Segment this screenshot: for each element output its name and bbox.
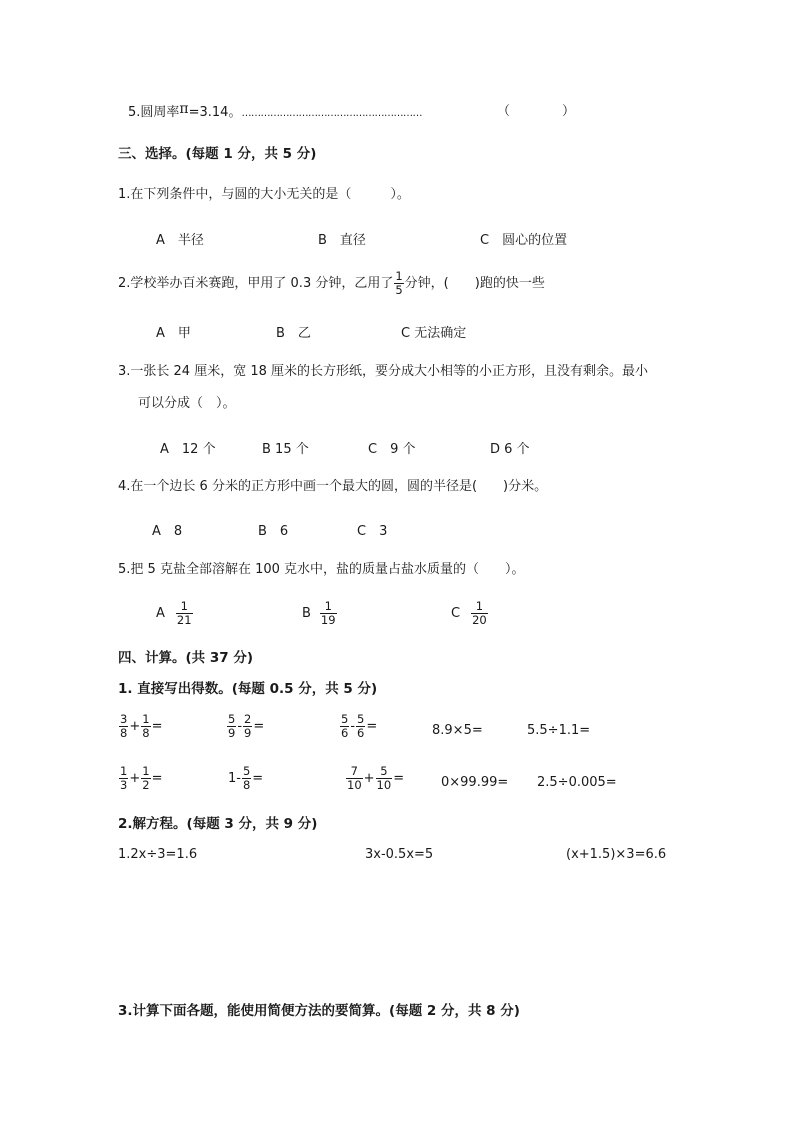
denominator: 19 bbox=[320, 613, 336, 627]
equation-3: (x+1.5)×3=6.6 bbox=[566, 847, 667, 862]
fraction bbox=[141, 765, 150, 792]
option-c[interactable]: C 圆心的位置 bbox=[480, 233, 568, 248]
part-1-title: 1. 直接写出得数。(每题 0.5 分，共 5 分) bbox=[118, 681, 378, 697]
calc-expression bbox=[345, 765, 404, 792]
calc-expression: 5.5÷1.1= bbox=[527, 723, 591, 738]
denominator: 20 bbox=[472, 613, 487, 627]
q2-text-after: 分钟，( )跑的快一些 bbox=[404, 276, 545, 291]
q2-text-before: 2.学校举办百米赛跑，甲用了 0.3 分钟，乙用了 bbox=[118, 276, 394, 291]
calc-expression bbox=[118, 713, 162, 740]
equals: = bbox=[151, 771, 163, 786]
numerator: 5 bbox=[380, 764, 388, 778]
denominator: 8 bbox=[242, 778, 251, 792]
option-c[interactable]: C 9 个 bbox=[368, 442, 416, 457]
fraction bbox=[242, 765, 251, 792]
option-b[interactable]: B 直径 bbox=[318, 233, 366, 248]
choice-question-2 bbox=[118, 270, 545, 298]
numerator: 1 bbox=[120, 764, 128, 778]
fraction bbox=[346, 765, 363, 792]
choice-question-4: 4.在一个边长 6 分米的正方形中画一个最大的圆，圆的半径是( )分米。 bbox=[118, 479, 548, 494]
fraction bbox=[340, 713, 349, 740]
fraction bbox=[356, 713, 365, 740]
part-3-title: 3.计算下面各题，能使用简便方法的要简算。(每题 2 分，共 8 分) bbox=[118, 1003, 520, 1019]
numerator: 5 bbox=[341, 712, 349, 726]
option-a[interactable]: A 12 个 bbox=[160, 442, 216, 457]
option-c[interactable] bbox=[451, 600, 489, 627]
option-a[interactable]: A 半径 bbox=[156, 233, 204, 248]
numerator: 3 bbox=[120, 712, 128, 726]
denominator: 5 bbox=[395, 283, 403, 297]
denominator: 8 bbox=[142, 726, 150, 740]
denominator: 6 bbox=[357, 726, 365, 740]
denominator: 9 bbox=[228, 726, 236, 740]
equation-1: 1.2x÷3=1.6 bbox=[118, 847, 198, 862]
fraction bbox=[141, 713, 150, 740]
tf-q5-prefix: 5.圆周率 bbox=[128, 105, 180, 120]
leader-dots: ………………………………………………… bbox=[241, 108, 422, 119]
operator: - bbox=[237, 719, 243, 734]
denominator: 3 bbox=[120, 778, 128, 792]
calc-expression: 8.9×5= bbox=[432, 723, 483, 738]
numerator: 5 bbox=[357, 712, 365, 726]
equals: = bbox=[366, 719, 378, 734]
fraction bbox=[376, 765, 393, 792]
tf-question-5 bbox=[128, 101, 422, 122]
equals: = bbox=[151, 719, 163, 734]
denominator: 10 bbox=[347, 778, 362, 792]
option-b[interactable]: B 乙 bbox=[276, 326, 311, 341]
numerator: 1 bbox=[475, 599, 484, 613]
numerator: 1 bbox=[180, 599, 188, 613]
pi-symbol: π bbox=[179, 101, 189, 117]
fraction bbox=[394, 270, 403, 297]
option-c[interactable]: C 3 bbox=[357, 524, 388, 539]
calc-expression bbox=[228, 765, 263, 792]
section-3-title: 三、选择。(每题 1 分，共 5 分) bbox=[118, 146, 317, 162]
option-a[interactable]: A 甲 bbox=[156, 326, 191, 341]
numerator: 7 bbox=[350, 764, 358, 778]
fraction bbox=[243, 713, 252, 740]
option-d[interactable]: D 6 个 bbox=[490, 442, 530, 457]
option-b[interactable]: B 15 个 bbox=[262, 442, 309, 457]
denominator: 2 bbox=[142, 778, 150, 792]
choice-question-3-line2: 可以分成（ ）。 bbox=[138, 396, 236, 411]
option-a[interactable] bbox=[156, 600, 194, 627]
numerator: 1 bbox=[324, 599, 332, 613]
fraction bbox=[320, 600, 337, 627]
section-4-title: 四、计算。(共 37 分) bbox=[118, 650, 254, 666]
denominator: 10 bbox=[376, 778, 392, 792]
calc-expression bbox=[339, 713, 377, 740]
numerator: 1 bbox=[395, 269, 403, 283]
operator: + bbox=[129, 771, 141, 786]
option-label: B bbox=[302, 606, 311, 621]
equation-2: 3x-0.5x=5 bbox=[365, 847, 434, 862]
part-2-title: 2.解方程。(每题 3 分，共 9 分) bbox=[118, 816, 318, 832]
denominator: 9 bbox=[244, 726, 252, 740]
calc-expression: 0×99.99= bbox=[441, 775, 509, 790]
option-b[interactable]: B 6 bbox=[258, 524, 289, 539]
fraction bbox=[119, 713, 128, 740]
option-b[interactable] bbox=[302, 600, 338, 627]
numerator: 1 bbox=[142, 712, 150, 726]
numerator: 5 bbox=[228, 712, 236, 726]
denominator: 6 bbox=[341, 726, 349, 740]
fraction bbox=[227, 713, 236, 740]
numerator: 5 bbox=[242, 764, 251, 778]
fraction bbox=[176, 600, 193, 627]
option-c[interactable]: C 无法确定 bbox=[401, 326, 467, 341]
calc-expression bbox=[226, 713, 264, 740]
operator: + bbox=[363, 771, 375, 786]
fraction bbox=[119, 765, 128, 792]
operator: - bbox=[350, 719, 356, 734]
denominator: 21 bbox=[176, 613, 192, 627]
fraction bbox=[471, 600, 488, 627]
numerator: 1 bbox=[142, 764, 150, 778]
denominator: 8 bbox=[120, 726, 128, 740]
option-a[interactable]: A 8 bbox=[152, 524, 183, 539]
equals: = bbox=[253, 719, 265, 734]
option-label: A bbox=[156, 606, 165, 621]
calc-expression: 2.5÷0.005= bbox=[537, 775, 617, 790]
equals: = bbox=[252, 771, 264, 786]
tf-q5-suffix: =3.14。 bbox=[188, 105, 242, 120]
calc-expression bbox=[118, 765, 162, 792]
numerator: 2 bbox=[244, 712, 252, 726]
choice-question-3-line1: 3.一张长 24 厘米，宽 18 厘米的长方形纸，要分成大小相等的小正方形，且没有剩余。最小 bbox=[118, 364, 649, 379]
operator: + bbox=[129, 719, 141, 734]
option-label: C bbox=[451, 606, 461, 621]
operator: 1- bbox=[228, 771, 241, 786]
choice-question-1: 1.在下列条件中，与圆的大小无关的是（ ）。 bbox=[118, 187, 410, 202]
answer-paren[interactable]: （ ） bbox=[497, 104, 576, 119]
equals: = bbox=[393, 771, 405, 786]
choice-question-5: 5.把 5 克盐全部溶解在 100 克水中，盐的质量占盐水质量的（ ）。 bbox=[118, 562, 525, 577]
